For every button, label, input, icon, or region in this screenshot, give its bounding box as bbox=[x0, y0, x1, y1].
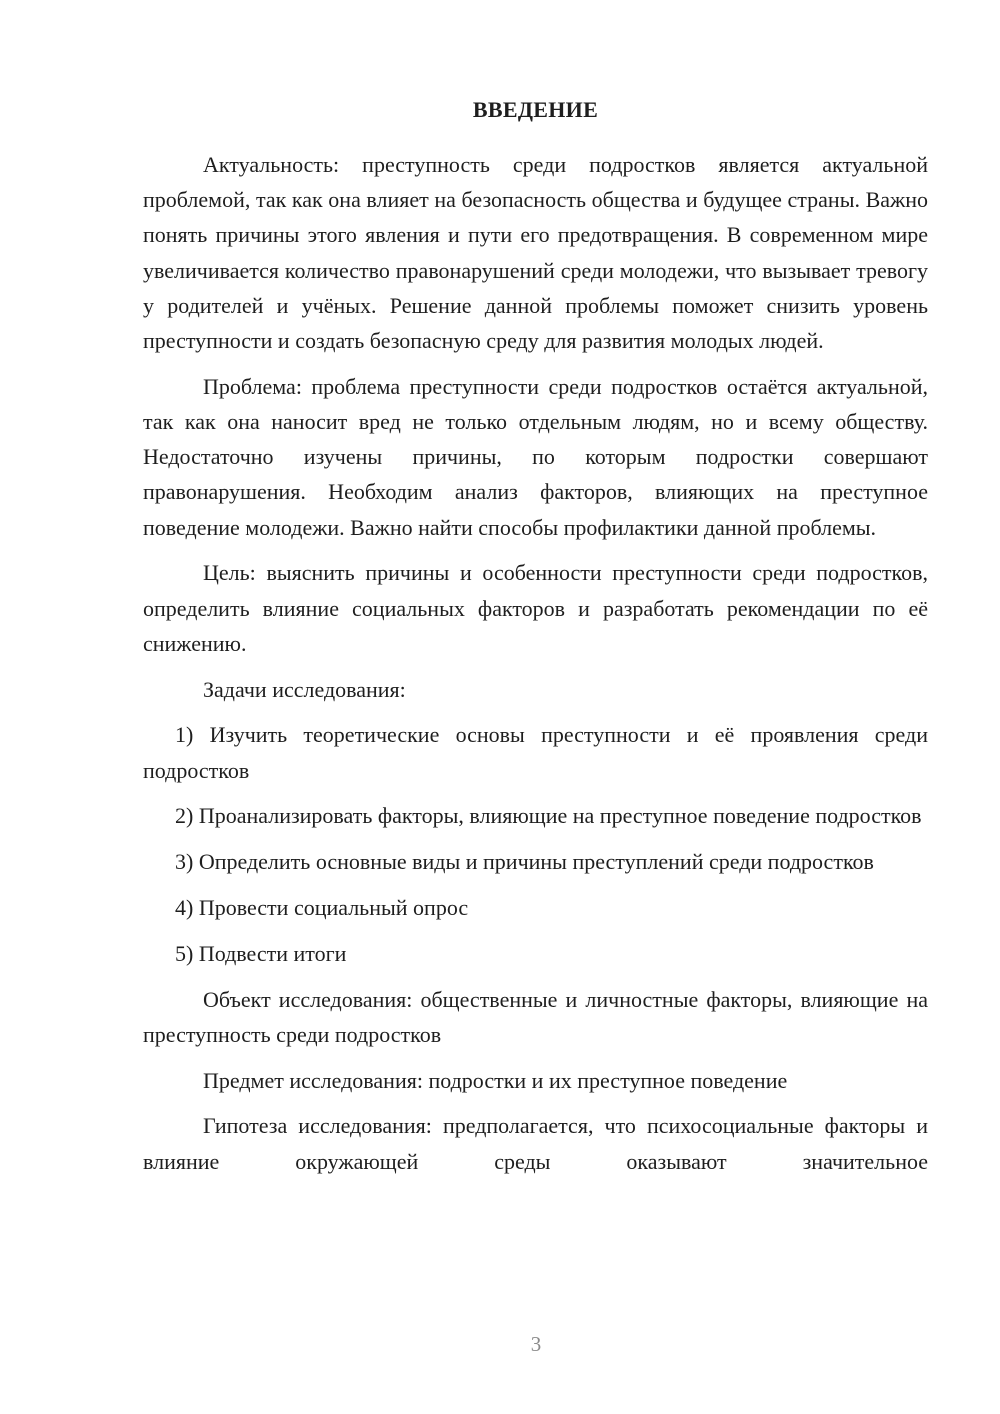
research-subject-paragraph: Предмет исследования: подростки и их преступное поведение bbox=[203, 1067, 788, 1093]
task-item-4: 4) Провести социальный опрос bbox=[175, 895, 469, 921]
task-item-3: 3) Определить основные виды и причины преступлений среди подростков bbox=[175, 849, 874, 875]
page-number: 3 bbox=[530, 1332, 542, 1356]
relevance-paragraph: Актуальность: преступность среди подростков является актуальной проблемой, так как она влияет на безопасность общества и будущее страны. Важно понять причины этого явления и пути его предотвращения. В современном мире увеличивается количество правонарушений среди молодежи, что вызывает тревогу у родителей и учёных. Решение данной проблемы поможет снизить уровень преступности и создать безопасную среду для развития молодых людей. bbox=[143, 152, 928, 354]
document-page bbox=[143, 92, 928, 1189]
research-object-paragraph: Объект исследования: общественные и личностные факторы, влияющие на преступность среди подростков bbox=[143, 986, 928, 1047]
section-title: ВВЕДЕНИЕ bbox=[472, 97, 599, 122]
task-item-5: 5) Подвести итоги bbox=[175, 940, 347, 966]
hypothesis-paragraph: Гипотеза исследования: предполагается, что психосоциальные факторы и влияние окружающей среды оказывают значительное bbox=[143, 1113, 928, 1174]
problem-paragraph: Проблема: проблема преступности среди подростков остаётся актуальной, так как она наносит вред не только отдельным людям, но и всему обществу. Недостаточно изучены причины, по которым подростки совершают правонарушения. Необходим анализ факторов, влияющих на преступное поведение молодежи. Важно найти способы профилактики данной проблемы. bbox=[143, 373, 928, 540]
tasks-heading: Задачи исследования: bbox=[203, 676, 406, 702]
goal-paragraph: Цель: выяснить причины и особенности преступности среди подростков, определить влияние социальных факторов и разработать рекомендации по её снижению. bbox=[143, 560, 928, 656]
task-item-2: 2) Проанализировать факторы, влияющие на преступное поведение подростков bbox=[175, 803, 922, 829]
task-item-1: 1) Изучить теоретические основы преступности и её проявления среди подростков bbox=[143, 722, 928, 783]
